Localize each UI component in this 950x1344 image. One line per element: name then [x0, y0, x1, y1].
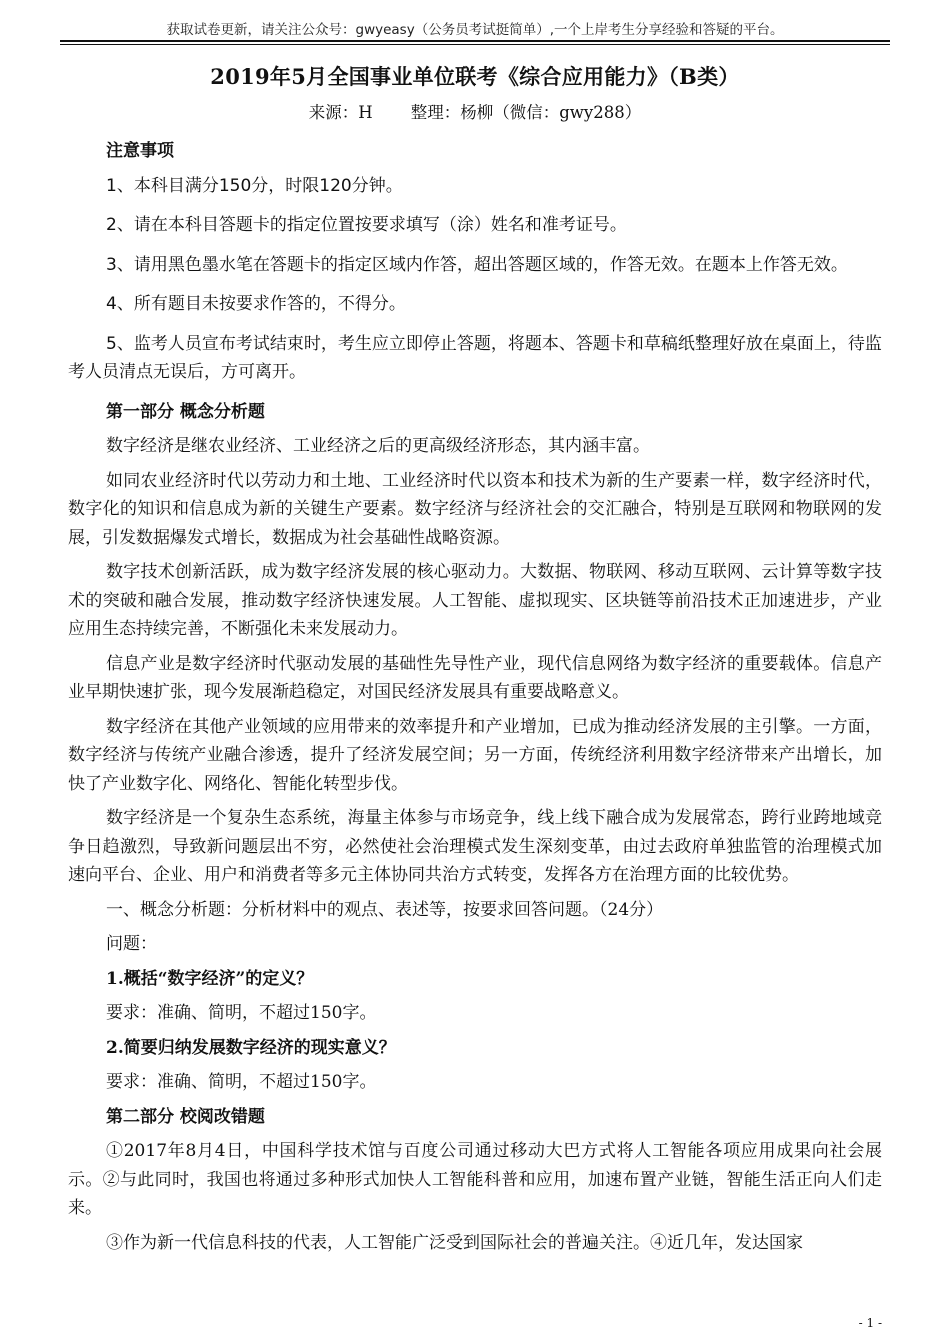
proofread-paragraph: ①2017年8月4日，中国科学技术馆与百度公司通过移动大巴方式将人工智能各项应用成果向社会展示。②与此同时，我国也将通过多种形式加快人工智能科普和应用，加速布置产业链，智能生活正向人们走来。 — [68, 1141, 882, 1218]
material-paragraph: 数字经济在其他产业领域的应用带来的效率提升和产业增加，已成为推动经济发展的主引擎。一方面，数字经济与传统产业融合渗透，提升了经济发展空间；另一方面，传统经济利用数字经济带来产出增长，加快了产业数字化、网络化、智能化转型步伐。 — [68, 716, 882, 794]
note-item: 2、请在本科目答题卡的指定位置按要求填写（涂）姓名和准考证号。 — [106, 215, 627, 235]
material-paragraph: 信息产业是数字经济时代驱动发展的基础性先导性产业，现代信息网络为数字经济的重要载体。信息产业早期快速扩张，现今发展渐趋稳定，对国民经济发展具有重要战略意义。 — [68, 653, 882, 702]
header-rule-thin — [60, 44, 890, 45]
question-2-requirement: 要求：准确、简明，不超过150字。 — [106, 1072, 377, 1092]
source-line — [0, 99, 950, 123]
header-notice: 获取试卷更新，请关注公众号：gwyeasy（公务员考试挺简单）,一个上岸考生分享经验和答疑的平台。 — [166, 22, 784, 38]
note-item: 5、监考人员宣布考试结束时，考生应立即停止答题，将题本、答题卡和草稿纸整理好放在桌面上，待监考人员清点无误后，方可离开。 — [68, 333, 882, 382]
question-1: 1.概括“数字经济”的定义？ — [106, 968, 314, 989]
material-paragraph: 数字技术创新活跃，成为数字经济发展的核心驱动力。大数据、物联网、移动互联网、云计算等数字技术的突破和融合发展，推动数字经济快速发展。人工智能、虚拟现实、区块链等前沿技术正加速进步，产业应用生态持续完善，不断强化未来发展动力。 — [68, 562, 882, 639]
question-1-requirement: 要求：准确、简明，不超过150字。 — [106, 1003, 377, 1023]
task-instruction: 一、概念分析题：分析材料中的观点、表述等，按要求回答问题。（24分） — [106, 899, 664, 920]
question-2: 2.简要归纳发展数字经济的现实意义？ — [106, 1037, 396, 1058]
source-from: 来源：H — [308, 103, 373, 122]
source-editor: 整理：杨柳（微信：gwy288） — [410, 103, 642, 122]
note-item: 4、所有题目未按要求作答的，不得分。 — [106, 294, 406, 314]
material-paragraph: 数字经济是继农业经济、工业经济之后的更高级经济形态，其内涵丰富。 — [106, 436, 650, 456]
proofread-paragraph: ③作为新一代信息科技的代表，人工智能广泛受到国际社会的普遍关注。④近几年，发达国家 — [106, 1232, 803, 1253]
material-paragraph: 如同农业经济时代以劳动力和土地、工业经济时代以资本和技术为新的生产要素一样，数字经济时代，数字化的知识和信息成为新的关键生产要素。数字经济与经济社会的交汇融合，特别是互联网和物联网的发展，引发数据爆发式增长，数据成为社会基础性战略资源。 — [68, 470, 882, 548]
material-paragraph: 数字经济是一个复杂生态系统，海量主体参与市场竞争，线上线下融合成为发展常态，跨行业跨地域竞争日趋激烈，导致新问题层出不穷，必然使社会治理模式发生深刻变革，由过去政府单独监管的治理模式加速向平台、企业、用户和消费者等多元主体协同共治方式转变，发挥各方在治理方面的比较优势。 — [68, 808, 882, 885]
part2-heading: 第二部分 校阅改错题 — [106, 1106, 265, 1127]
document-body — [68, 131, 882, 1263]
header-rule-thick — [60, 40, 890, 42]
page-number: - 1 - — [858, 1316, 882, 1330]
page-title: 2019年5月全国事业单位联考《综合应用能力》（B类） — [210, 64, 740, 89]
notes-heading: 注意事项 — [106, 141, 174, 161]
part1-heading: 第一部分 概念分析题 — [106, 401, 265, 422]
note-item: 1、本科目满分150分，时限120分钟。 — [106, 175, 403, 196]
question-label: 问题： — [106, 934, 157, 954]
note-item: 3、请用黑色墨水笔在答题卡的指定区域内作答，超出答题区域的，作答无效。在题本上作答无效。 — [106, 254, 848, 275]
